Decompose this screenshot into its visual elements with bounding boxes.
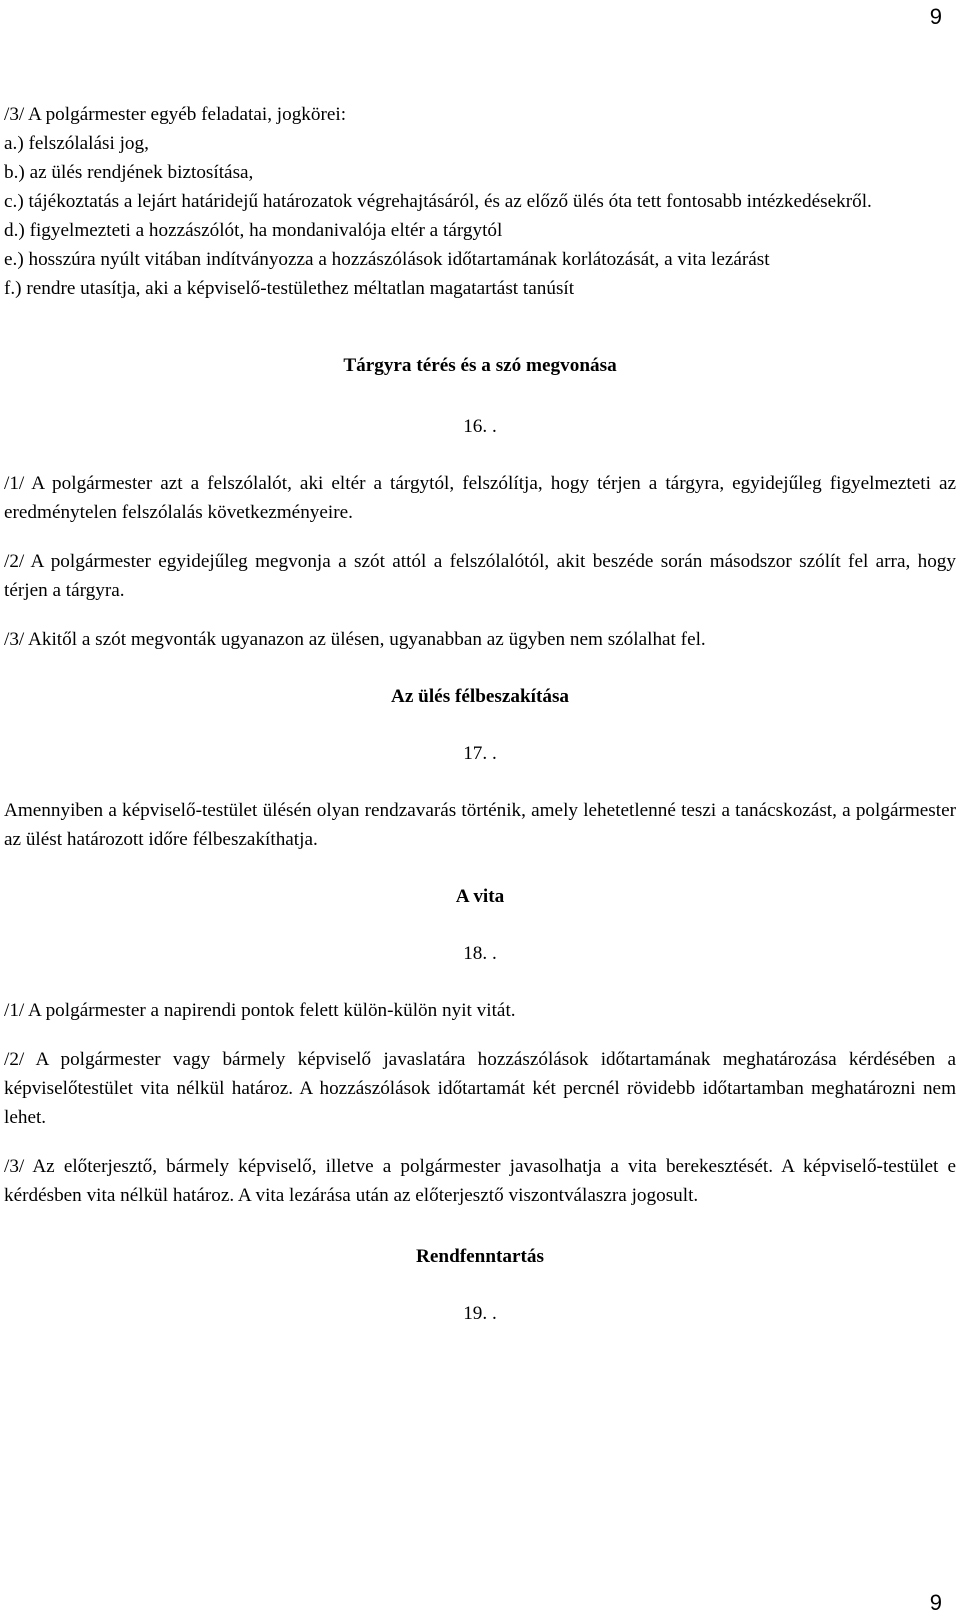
section-number: 19. . xyxy=(463,1303,497,1324)
page-number-top: 9 xyxy=(929,4,942,29)
section-heading: Az ülés félbeszakítása xyxy=(391,686,569,707)
mayor-duties-title: /3/ A polgármester egyéb feladatai, jogkörei: xyxy=(4,104,347,125)
mayor-duties-list xyxy=(4,100,956,303)
document-body xyxy=(4,100,956,1328)
section-heading: Rendfenntartás xyxy=(416,1246,544,1267)
section-heading: A vita xyxy=(455,886,505,907)
paragraph: /1/ A polgármester azt a felszólalót, aki eltér a tárgytól, felszólítja, hogy térjen a tárgyra, egyidejűleg figyelmezteti az eredménytelen felszólalás következményeire. xyxy=(4,473,956,523)
page-number-bottom: 9 xyxy=(929,1590,942,1615)
paragraph: /2/ A polgármester egyidejűleg megvonja a szót attól a felszólalótól, akit beszéde során másodszor szólít fel arra, hogy térjen a tárgyra. xyxy=(4,551,956,601)
list-item: e.) hosszúra nyúlt vitában indítványozza a hozzászólások időtartamának korlátozását, a vita lezárást xyxy=(4,249,770,270)
paragraph: Amennyiben a képviselő-testület ülésén olyan rendzavarás történik, amely lehetetlenné teszi a tanácskozást, a polgármester az ülést határozott időre félbeszakíthatja. xyxy=(4,800,956,850)
section-number: 17. . xyxy=(463,743,497,764)
paragraph: /3/ Akitől a szót megvonták ugyanazon az ülésen, ugyanabban az ügyben nem szólalhat fel. xyxy=(4,629,706,650)
paragraph: /3/ Az előterjesztő, bármely képviselő, illetve a polgármester javasolhatja a vita berekesztését. A képviselő-testület e kérdésben vita nélkül határoz. A vita lezárása után az előterjesztő viszontválaszra jogosult. xyxy=(4,1156,956,1206)
section-heading: Tárgyra térés és a szó megvonása xyxy=(343,355,617,376)
paragraph: /1/ A polgármester a napirendi pontok felett külön-külön nyit vitát. xyxy=(4,1000,516,1021)
list-item: f.) rendre utasítja, aki a képviselő-testülethez méltatlan magatartást tanúsít xyxy=(4,278,575,299)
section-number: 16. . xyxy=(463,416,497,437)
list-item: d.) figyelmezteti a hozzászólót, ha mondanivalója eltér a tárgytól xyxy=(4,220,503,241)
list-item: a.) felszólalási jog, xyxy=(4,133,149,154)
list-item: c.) tájékoztatás a lejárt határidejű határozatok végrehajtásáról, és az előző ülés óta tett fontosabb intézkedésekről. xyxy=(4,191,872,212)
section-number: 18. . xyxy=(463,943,497,964)
list-item: b.) az ülés rendjének biztosítása, xyxy=(4,162,254,183)
paragraph: /2/ A polgármester vagy bármely képviselő javaslatára hozzászólások időtartamának meghatározása kérdésében a képviselőtestület vita nélkül határoz. A hozzászólások időtartamát két percnél rövidebb időtartamban meghatározni nem lehet. xyxy=(4,1049,956,1128)
